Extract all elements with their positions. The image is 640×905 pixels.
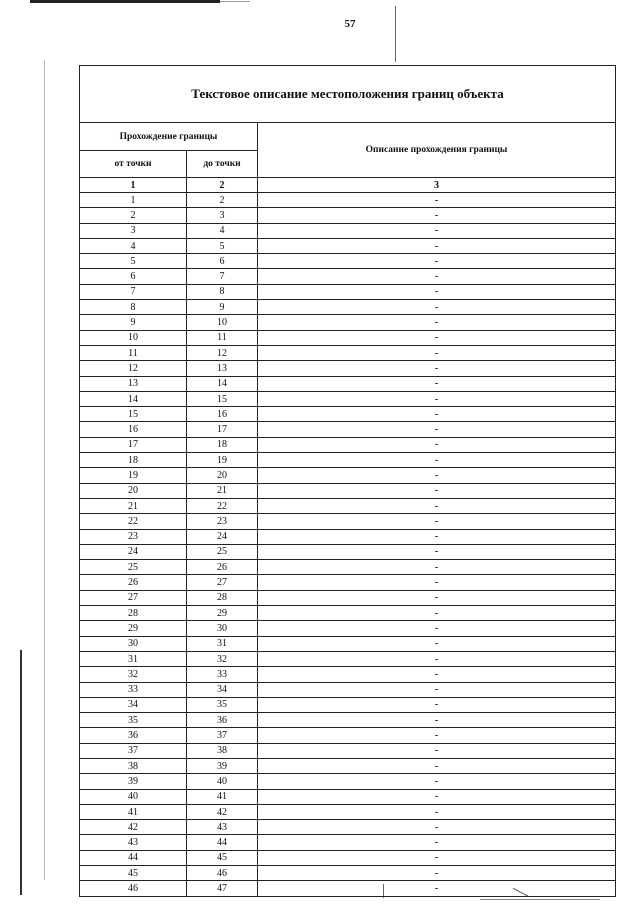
to-point-cell: 37	[187, 728, 258, 743]
from-point-cell: 2	[80, 208, 187, 223]
from-point-cell: 38	[80, 758, 187, 773]
to-point-cell: 42	[187, 804, 258, 819]
boundary-table	[79, 65, 616, 897]
table-row	[80, 345, 616, 360]
to-point-cell: 21	[187, 483, 258, 498]
description-cell: -	[258, 361, 616, 376]
scan-artifact-bottom-line	[480, 899, 600, 900]
to-point-cell: 23	[187, 514, 258, 529]
to-point-cell: 46	[187, 866, 258, 881]
description-cell: -	[258, 483, 616, 498]
description-cell: -	[258, 498, 616, 513]
table-row	[80, 758, 616, 773]
from-point-cell: 21	[80, 498, 187, 513]
table-title: Текстовое описание местоположения границ объекта	[80, 66, 616, 123]
to-point-cell: 25	[187, 544, 258, 559]
to-point-cell: 20	[187, 468, 258, 483]
description-cell: -	[258, 820, 616, 835]
from-point-cell: 20	[80, 483, 187, 498]
description-cell: -	[258, 575, 616, 590]
table-row	[80, 330, 616, 345]
to-point-cell: 22	[187, 498, 258, 513]
from-point-cell: 45	[80, 866, 187, 881]
description-cell: -	[258, 606, 616, 621]
table-row	[80, 560, 616, 575]
from-point-cell: 39	[80, 774, 187, 789]
to-point-cell: 10	[187, 315, 258, 330]
to-point-cell: 15	[187, 391, 258, 406]
description-cell: -	[258, 529, 616, 544]
description-cell: -	[258, 284, 616, 299]
to-point-cell: 24	[187, 529, 258, 544]
description-cell: -	[258, 697, 616, 712]
from-point-cell: 10	[80, 330, 187, 345]
to-point-cell: 14	[187, 376, 258, 391]
to-point-cell: 5	[187, 238, 258, 253]
from-point-cell: 4	[80, 238, 187, 253]
description-cell: -	[258, 223, 616, 238]
description-header: Описание прохождения границы	[258, 123, 616, 178]
description-cell: -	[258, 468, 616, 483]
table-row	[80, 269, 616, 284]
table-row	[80, 820, 616, 835]
table-row	[80, 590, 616, 605]
to-point-cell: 26	[187, 560, 258, 575]
table-row	[80, 804, 616, 819]
table-row	[80, 193, 616, 208]
to-point-cell: 2	[187, 193, 258, 208]
column-number: 1	[80, 178, 187, 193]
from-point-cell: 8	[80, 300, 187, 315]
from-point-cell: 19	[80, 468, 187, 483]
description-cell: -	[258, 208, 616, 223]
to-point-cell: 4	[187, 223, 258, 238]
from-point-cell: 12	[80, 361, 187, 376]
table-row	[80, 850, 616, 865]
table-row	[80, 437, 616, 452]
to-point-cell: 33	[187, 667, 258, 682]
table-row	[80, 254, 616, 269]
to-point-cell: 19	[187, 453, 258, 468]
to-point-cell: 28	[187, 590, 258, 605]
from-point-cell: 3	[80, 223, 187, 238]
to-point-cell: 44	[187, 835, 258, 850]
from-point-cell: 40	[80, 789, 187, 804]
description-cell: -	[258, 850, 616, 865]
from-point-cell: 14	[80, 391, 187, 406]
from-point-cell: 43	[80, 835, 187, 850]
description-cell: -	[258, 636, 616, 651]
description-cell: -	[258, 682, 616, 697]
to-point-cell: 41	[187, 789, 258, 804]
description-cell: -	[258, 315, 616, 330]
table-row	[80, 606, 616, 621]
table-row	[80, 636, 616, 651]
to-point-cell: 39	[187, 758, 258, 773]
from-point-cell: 24	[80, 544, 187, 559]
from-point-cell: 27	[80, 590, 187, 605]
from-point-cell: 7	[80, 284, 187, 299]
from-point-cell: 17	[80, 437, 187, 452]
from-point-cell: 26	[80, 575, 187, 590]
table-row	[80, 621, 616, 636]
table-row	[80, 391, 616, 406]
to-point-cell: 17	[187, 422, 258, 437]
from-point-cell: 36	[80, 728, 187, 743]
table-row	[80, 713, 616, 728]
from-point-cell: 31	[80, 651, 187, 666]
from-point-cell: 32	[80, 667, 187, 682]
from-point-cell: 5	[80, 254, 187, 269]
table-row	[80, 789, 616, 804]
to-point-cell: 29	[187, 606, 258, 621]
from-point-cell: 42	[80, 820, 187, 835]
description-cell: -	[258, 437, 616, 452]
table-row	[80, 774, 616, 789]
description-cell: -	[258, 881, 616, 896]
to-point-cell: 43	[187, 820, 258, 835]
from-point-cell: 1	[80, 193, 187, 208]
table-row	[80, 697, 616, 712]
from-point-cell: 37	[80, 743, 187, 758]
description-cell: -	[258, 728, 616, 743]
from-point-cell: 6	[80, 269, 187, 284]
table-row	[80, 238, 616, 253]
from-point-cell: 9	[80, 315, 187, 330]
table-row	[80, 881, 616, 896]
table-row	[80, 575, 616, 590]
from-point-cell: 18	[80, 453, 187, 468]
description-cell: -	[258, 835, 616, 850]
column-number: 2	[187, 178, 258, 193]
table-row	[80, 300, 616, 315]
to-point-cell: 35	[187, 697, 258, 712]
description-cell: -	[258, 254, 616, 269]
from-point-cell: 13	[80, 376, 187, 391]
table-row	[80, 422, 616, 437]
table-row	[80, 453, 616, 468]
table-row	[80, 529, 616, 544]
to-point-cell: 16	[187, 407, 258, 422]
table-row	[80, 361, 616, 376]
scan-artifact-vertical-line	[395, 6, 396, 62]
from-point-cell: 16	[80, 422, 187, 437]
table-body	[80, 193, 616, 897]
description-cell: -	[258, 758, 616, 773]
description-cell: -	[258, 743, 616, 758]
to-point-cell: 6	[187, 254, 258, 269]
table-row	[80, 483, 616, 498]
boundary-passage-header: Прохождение границы	[80, 123, 258, 151]
table-row	[80, 514, 616, 529]
description-cell: -	[258, 560, 616, 575]
to-point-cell: 36	[187, 713, 258, 728]
to-point-cell: 11	[187, 330, 258, 345]
from-point-cell: 35	[80, 713, 187, 728]
description-cell: -	[258, 300, 616, 315]
from-point-cell: 15	[80, 407, 187, 422]
to-point-cell: 31	[187, 636, 258, 651]
description-cell: -	[258, 330, 616, 345]
table-row	[80, 651, 616, 666]
scan-artifact-top-faint	[220, 1, 250, 2]
to-point-cell: 3	[187, 208, 258, 223]
description-cell: -	[258, 238, 616, 253]
to-point-cell: 27	[187, 575, 258, 590]
table-row	[80, 223, 616, 238]
table-row	[80, 498, 616, 513]
from-point-cell: 30	[80, 636, 187, 651]
description-cell: -	[258, 376, 616, 391]
description-cell: -	[258, 453, 616, 468]
description-cell: -	[258, 544, 616, 559]
table-row	[80, 743, 616, 758]
to-point-cell: 30	[187, 621, 258, 636]
from-point-cell: 46	[80, 881, 187, 896]
table-row	[80, 866, 616, 881]
description-cell: -	[258, 391, 616, 406]
to-point-header: до точки	[187, 151, 258, 178]
description-cell: -	[258, 866, 616, 881]
to-point-cell: 40	[187, 774, 258, 789]
from-point-header: от точки	[80, 151, 187, 178]
from-point-cell: 29	[80, 621, 187, 636]
description-cell: -	[258, 269, 616, 284]
from-point-cell: 28	[80, 606, 187, 621]
column-number: 3	[258, 178, 616, 193]
description-cell: -	[258, 713, 616, 728]
table-row	[80, 544, 616, 559]
scan-artifact-top	[30, 0, 220, 3]
from-point-cell: 11	[80, 345, 187, 360]
to-point-cell: 9	[187, 300, 258, 315]
description-cell: -	[258, 590, 616, 605]
description-cell: -	[258, 774, 616, 789]
table-row	[80, 682, 616, 697]
description-cell: -	[258, 407, 616, 422]
to-point-cell: 8	[187, 284, 258, 299]
description-cell: -	[258, 789, 616, 804]
table-row	[80, 407, 616, 422]
from-point-cell: 44	[80, 850, 187, 865]
table-row	[80, 468, 616, 483]
table-row	[80, 728, 616, 743]
description-cell: -	[258, 804, 616, 819]
from-point-cell: 41	[80, 804, 187, 819]
description-cell: -	[258, 345, 616, 360]
from-point-cell: 23	[80, 529, 187, 544]
page-number: 57	[344, 18, 356, 30]
to-point-cell: 45	[187, 850, 258, 865]
to-point-cell: 13	[187, 361, 258, 376]
to-point-cell: 7	[187, 269, 258, 284]
from-point-cell: 33	[80, 682, 187, 697]
description-cell: -	[258, 667, 616, 682]
to-point-cell: 32	[187, 651, 258, 666]
description-cell: -	[258, 422, 616, 437]
from-point-cell: 25	[80, 560, 187, 575]
to-point-cell: 47	[187, 881, 258, 896]
description-cell: -	[258, 621, 616, 636]
scan-artifact-left-faint	[44, 60, 45, 880]
description-cell: -	[258, 193, 616, 208]
table-row	[80, 284, 616, 299]
from-point-cell: 34	[80, 697, 187, 712]
table-row	[80, 835, 616, 850]
description-cell: -	[258, 514, 616, 529]
table-row	[80, 376, 616, 391]
from-point-cell: 22	[80, 514, 187, 529]
to-point-cell: 12	[187, 345, 258, 360]
to-point-cell: 34	[187, 682, 258, 697]
table-row	[80, 667, 616, 682]
table-row	[80, 208, 616, 223]
scan-artifact-left-edge	[20, 650, 22, 895]
table-row	[80, 315, 616, 330]
to-point-cell: 18	[187, 437, 258, 452]
description-cell: -	[258, 651, 616, 666]
to-point-cell: 38	[187, 743, 258, 758]
